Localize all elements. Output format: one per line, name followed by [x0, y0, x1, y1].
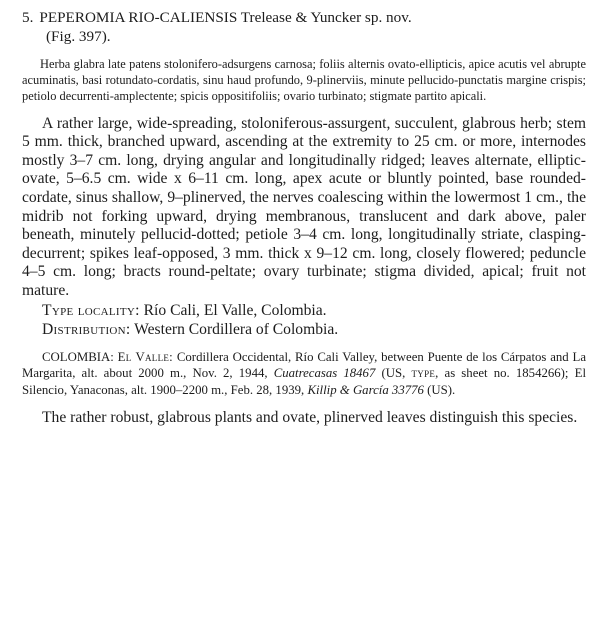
specimen-text-2: (US,	[381, 366, 406, 381]
closing-remark: The rather robust, glabrous plants and ovate, plinerved leaves distinguish this species.	[42, 409, 578, 427]
specimen-type-word: type	[411, 366, 436, 381]
distribution	[22, 320, 586, 339]
specimen-text-3: , as sheet no. 1854266); El Silencio, Yanaconas, alt. 1900–2200 m., Feb. 28, 1939,	[22, 366, 586, 397]
species-heading	[22, 8, 586, 46]
species-authors: Trelease & Yuncker sp. nov.	[240, 9, 412, 26]
specimen-country: COLOMBIA:	[42, 349, 114, 364]
type-locality	[22, 301, 586, 320]
distribution-label: Distribution:	[42, 320, 131, 338]
species-name: PEPEROMIA RIO-CALIENSIS	[39, 9, 238, 26]
specimen-text-1: Cordillera Occidental, Río Cali Valley, between Puente de los Cárpatos and La Margarita, alt. about 2000 m., Nov. 2, 1944,	[22, 349, 587, 381]
specimen-region: El Valle:	[117, 349, 174, 364]
type-locality-value: Río Cali, El Valle, Colombia.	[143, 301, 327, 319]
species-number: 5.	[22, 9, 34, 26]
distribution-value: Western Cordillera of Colombia.	[134, 320, 339, 338]
specimens-cited	[22, 349, 586, 399]
specimen-collector-2: Killip & García 33776	[307, 382, 424, 397]
latin-diagnosis: Herba glabra late patens stolonifero-adsurgens carnosa; foliis alternis ovato-ellipticis, apice acutis vel abrupte acuminatis, basi rotundato-cordatis, sinu haud profundo, 9-plinerviis, minute pellucido-punctatis margine crispis; petiolo decurrenti-amplectente; spicis oppositifoliis; ovario turbinato; stigmate partito apicali.	[22, 57, 586, 104]
figure-reference: (Fig. 397).	[46, 28, 111, 45]
specimen-collector-1: Cuatrecasas 18467	[273, 366, 376, 381]
specimen-text-4: (US).	[427, 382, 456, 397]
species-description: A rather large, wide-spreading, stoloniferous-assurgent, succulent, glabrous herb; stem 5 mm. thick, branched upward, ascending at the extremity to 25 cm. or more, internodes mostly 3–7 cm. long, drying angular and longitudinally ridged; leaves alternate, elliptic-ovate, 5–6.5 cm. wide x 6–11 cm. long, apex acute or bluntly pointed, base rounded-cordate, sinus shallow, 9–plinerved, the nerves coalescing within the lowermost 1 cm., the midrib not forking upward, drying membranous, translucent and dark above, paler beneath, minutely pellucid-dotted; petiole 3–4 cm. long, longitudinally striate, clasping-decurrent; spikes leaf-opposed, 3 mm. thick x 9–12 cm. long, closely flowered; peduncle 4–5 cm. long; bracts round-peltate; ovary turbinate; stigma divided, apical; fruit not mature.	[22, 114, 586, 299]
type-locality-label: Type locality:	[42, 301, 140, 319]
